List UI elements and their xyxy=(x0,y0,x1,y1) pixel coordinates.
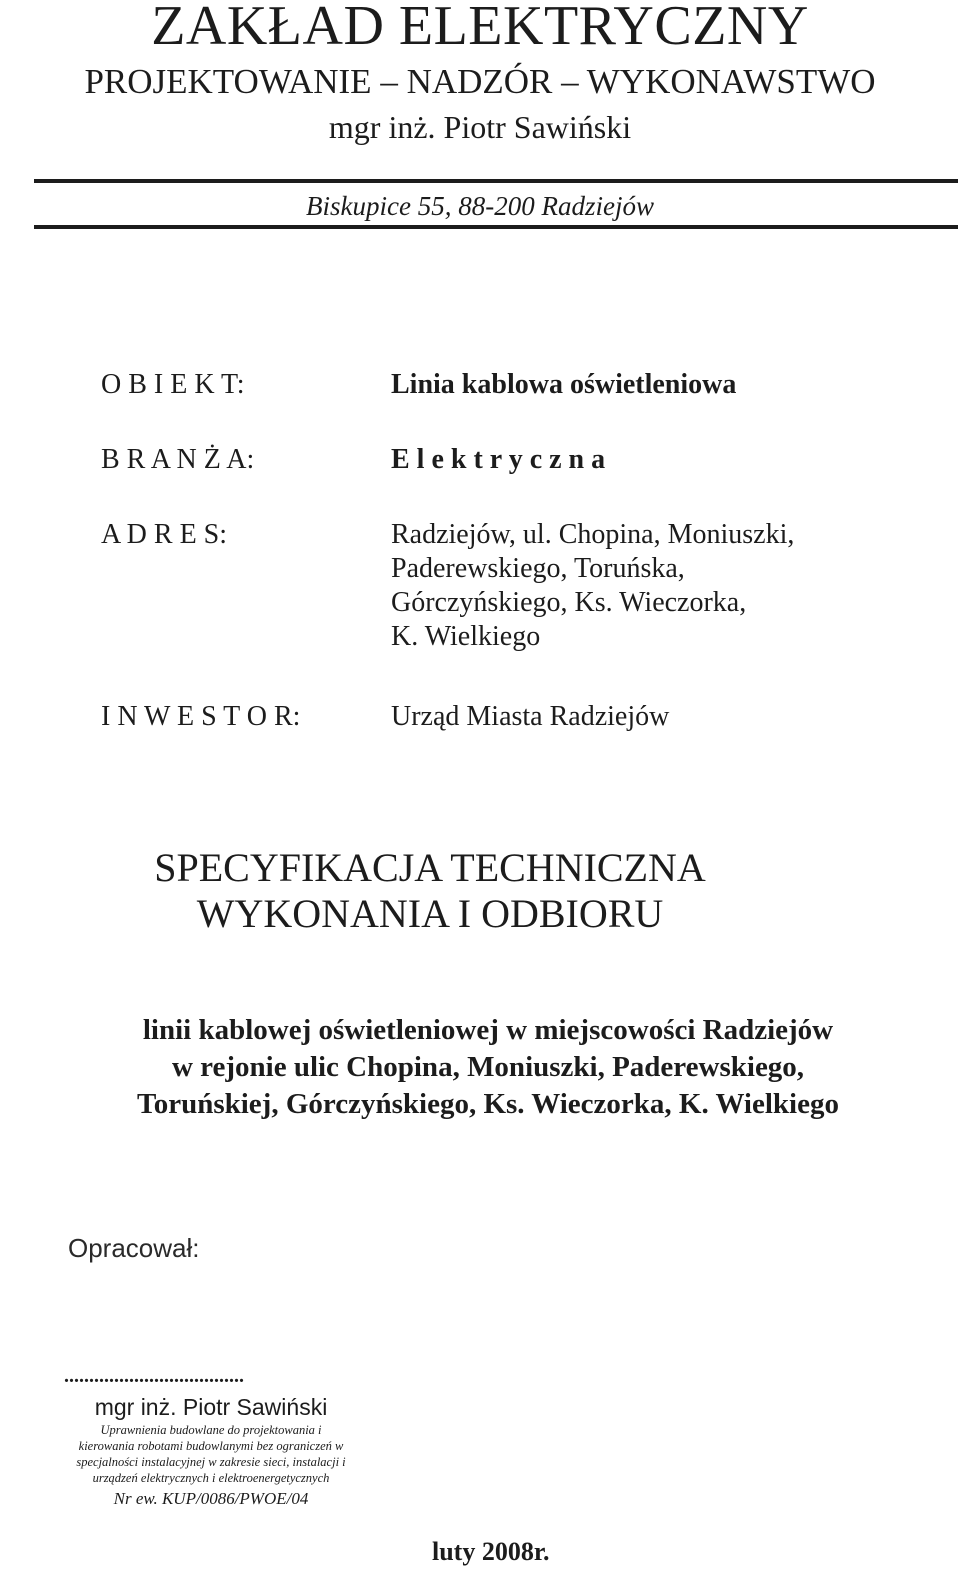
investor-label: I N W E S T O R: xyxy=(101,701,301,732)
permit-line: specjalności instalacyjnej w zakresie sieci, instalacji i xyxy=(76,1455,346,1469)
permit-description xyxy=(58,1422,364,1486)
discipline-value: E l e k t r y c z n a xyxy=(391,444,606,475)
permit-line: kierowania robotami budowlanymi bez ograniczeń w xyxy=(78,1439,344,1453)
object-label: O B I E K T: xyxy=(101,369,245,400)
scope-line: linii kablowej oświetleniowej w miejscowości Radziejów xyxy=(142,1014,834,1046)
scope-description xyxy=(0,1012,960,1123)
company-address: Biskupice 55, 88-200 Radziejów xyxy=(306,191,654,221)
prepared-by-label: Opracował: xyxy=(68,1233,200,1263)
header-divider-bottom xyxy=(34,225,958,229)
scope-line: w rejonie ulic Chopina, Moniuszki, Paderewskiego, xyxy=(171,1051,805,1083)
discipline-label: B R A N Ż A: xyxy=(101,444,255,475)
object-value: Linia kablowa oświetleniowa xyxy=(391,369,737,400)
permit-line: Uprawnienia budowlane do projektowania i xyxy=(100,1423,322,1437)
header-divider-top xyxy=(34,179,958,183)
company-name: ZAKŁAD ELEKTRYCZNY xyxy=(151,0,809,57)
signatory-name: mgr inż. Piotr Sawiński xyxy=(94,1394,328,1420)
address-line: Górczyńskiego, Ks. Wieczorka, xyxy=(391,587,747,618)
address-line: Paderewskiego, Toruńska, xyxy=(391,553,685,584)
address-label: A D R E S: xyxy=(101,519,228,550)
address-line: K. Wielkiego xyxy=(391,621,541,652)
permit-line: urządzeń elektrycznych i elektroenergetycznych xyxy=(92,1471,330,1485)
document-date: luty 2008r. xyxy=(432,1537,550,1566)
document-title-line: SPECYFIKACJA TECHNICZNA xyxy=(154,845,706,890)
signature-block xyxy=(58,1366,364,1510)
document-title-line: WYKONANIA I ODBIORU xyxy=(196,891,664,936)
scope-line: Toruńskiej, Górczyńskiego, Ks. Wieczorka, K. Wielkiego xyxy=(137,1088,839,1120)
investor-value: Urząd Miasta Radziejów xyxy=(391,701,670,732)
registration-number: Nr ew. KUP/0086/PWOE/04 xyxy=(113,1489,309,1508)
company-engineer: mgr inż. Piotr Sawiński xyxy=(328,109,632,145)
address-value xyxy=(391,518,931,654)
document-title xyxy=(0,845,860,937)
signature-line: .................................... xyxy=(64,1365,244,1387)
company-services: PROJEKTOWANIE – NADZÓR – WYKONAWSTWO xyxy=(84,62,876,101)
address-line: Radziejów, ul. Chopina, Moniuszki, xyxy=(391,519,795,550)
